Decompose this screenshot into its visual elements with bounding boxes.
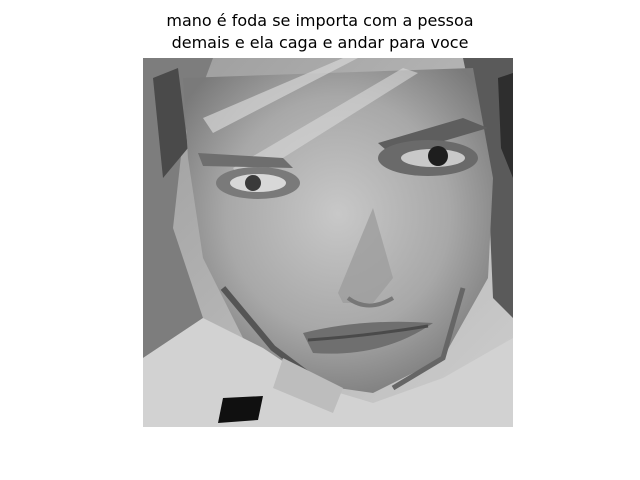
left-eye-iris bbox=[245, 175, 261, 191]
right-eye-iris bbox=[428, 146, 448, 166]
face-photo-icon bbox=[143, 58, 513, 427]
caption-line-2: demais e ela caga e andar para voce bbox=[171, 33, 469, 52]
face-photo bbox=[143, 58, 513, 427]
image-caption bbox=[0, 10, 640, 54]
caption-line-1: mano é foda se importa com a pessoa bbox=[166, 11, 474, 30]
dark-spot bbox=[218, 396, 263, 423]
